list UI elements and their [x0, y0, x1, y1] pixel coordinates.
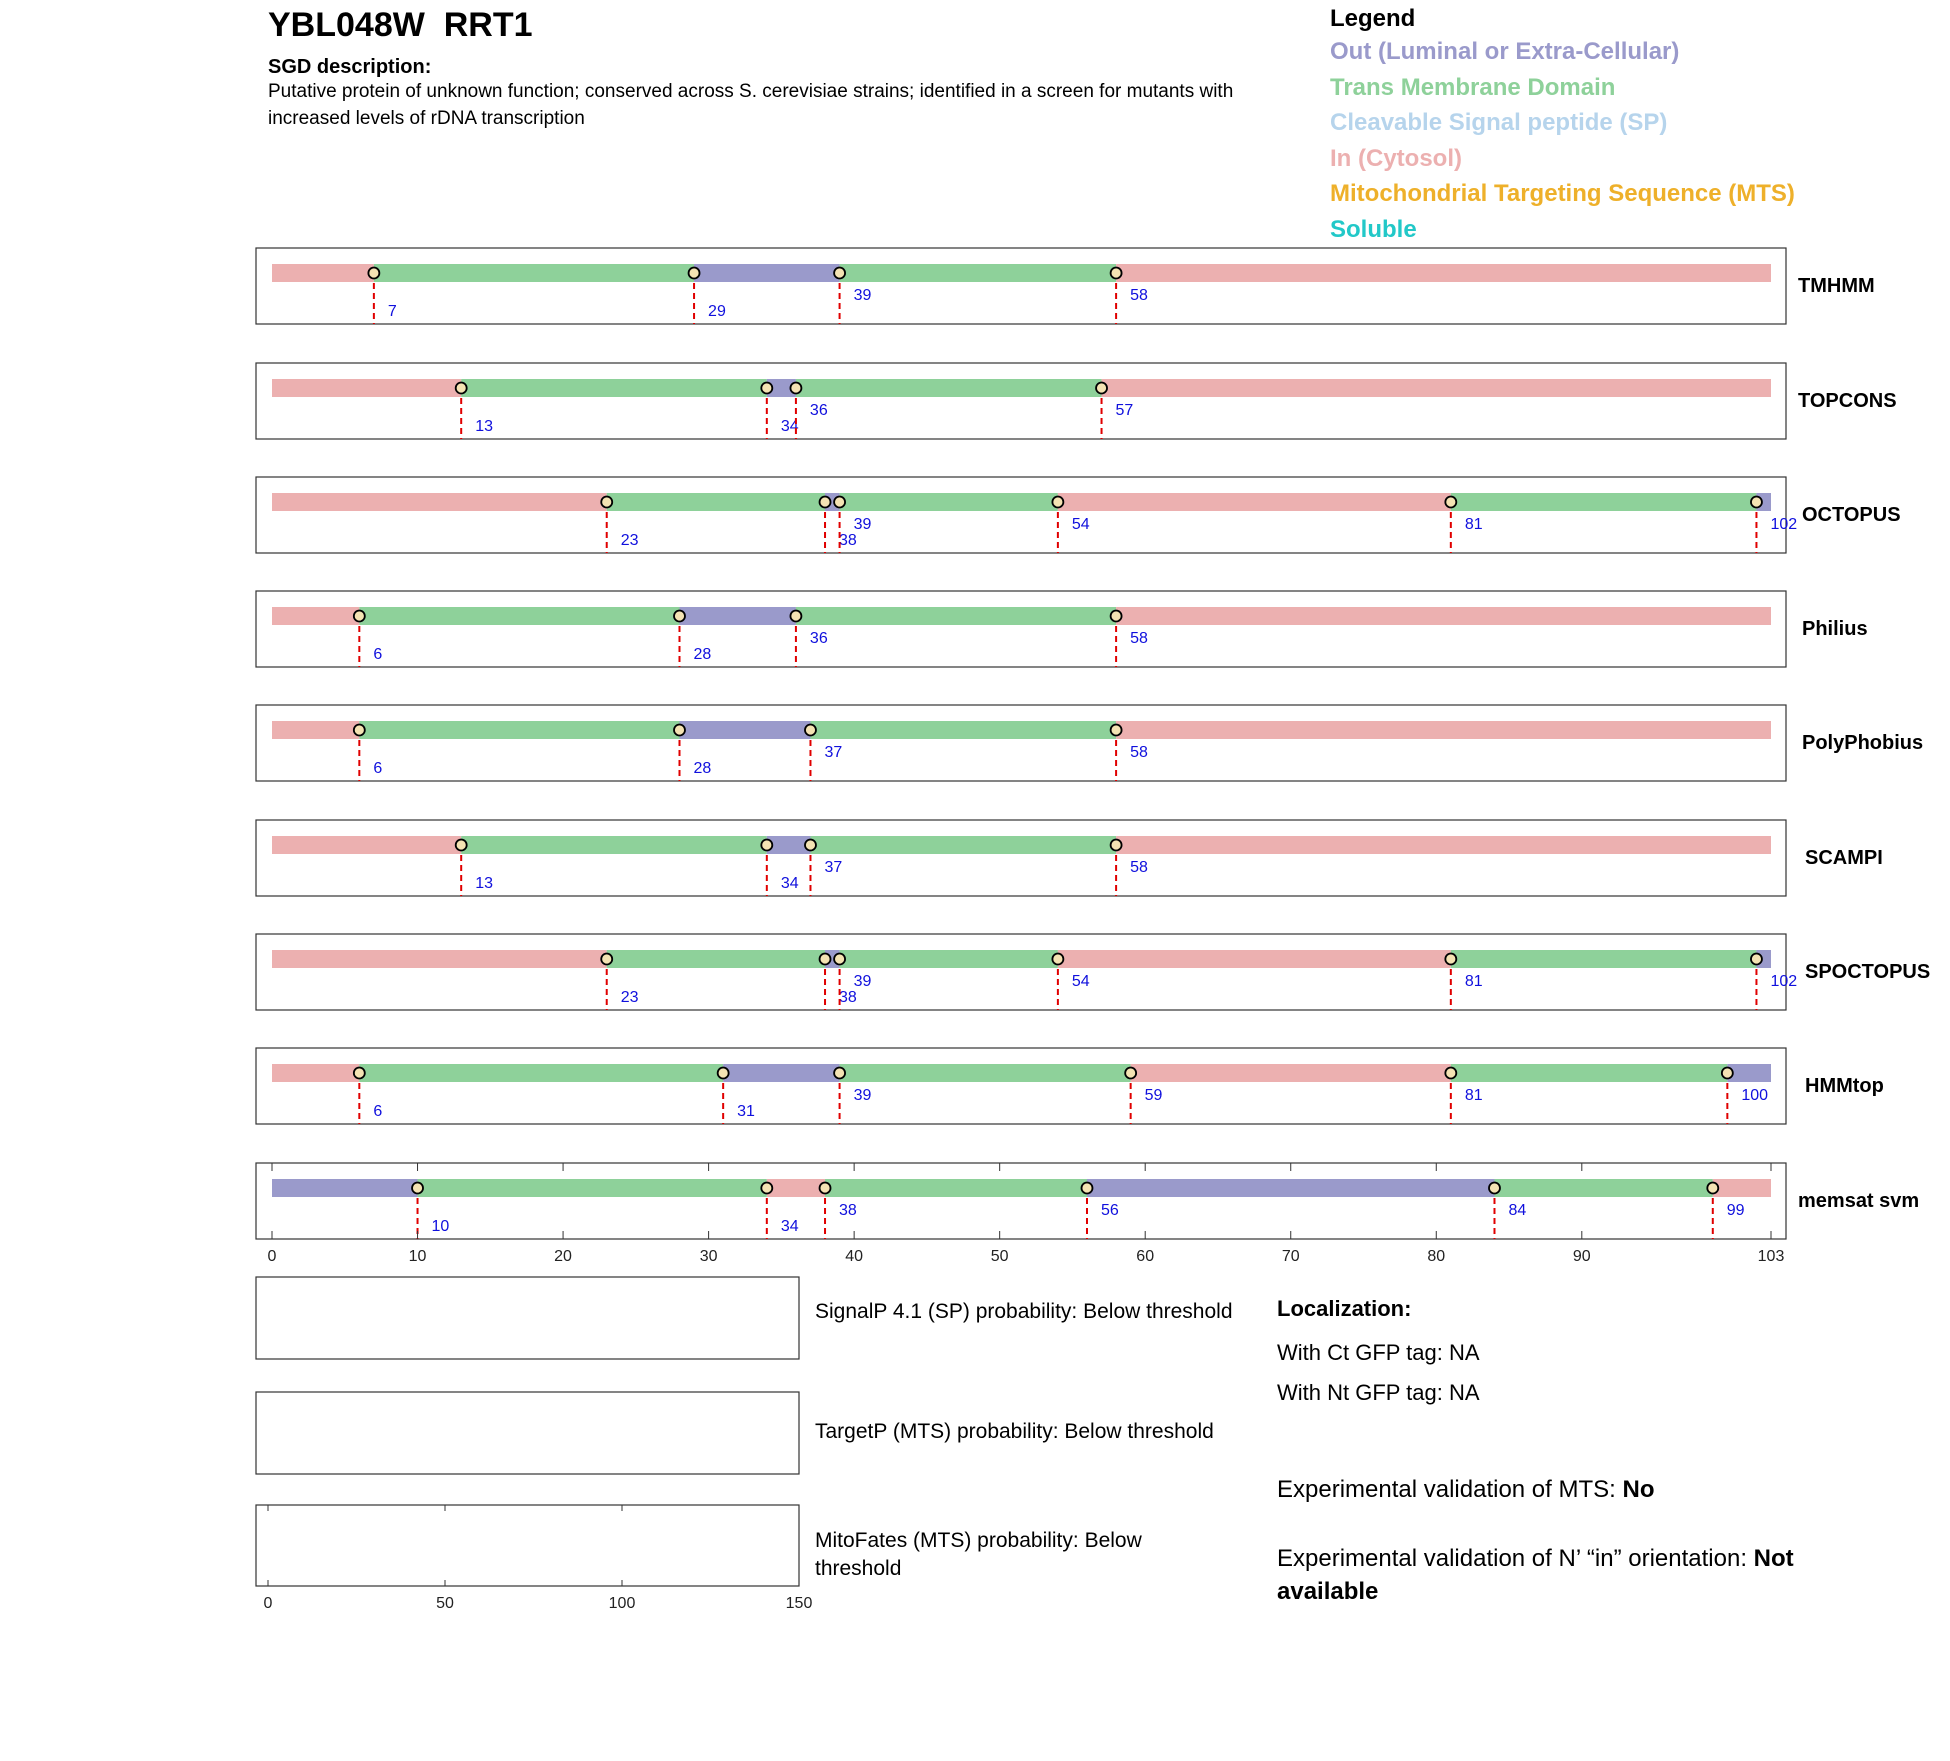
segment-tm: [825, 1179, 1087, 1197]
boundary-label: 57: [1115, 402, 1134, 419]
segment-in: [272, 836, 461, 854]
boundary-marker: [1751, 497, 1762, 508]
track-frame: [256, 934, 1786, 1010]
boundary-marker: [1707, 1183, 1718, 1194]
track-label: SPOCTOPUS: [1805, 961, 1931, 983]
prob-tick-label: 50: [436, 1595, 454, 1612]
track-octopus: [256, 477, 1901, 553]
segment-out: [272, 1179, 418, 1197]
gene-id: YBL048W: [268, 6, 425, 44]
boundary-label: 38: [839, 989, 857, 1006]
boundary-marker: [1052, 954, 1063, 965]
segment-in: [272, 1064, 359, 1082]
x-tick-label: 90: [1572, 1248, 1591, 1265]
segment-tm: [418, 1179, 767, 1197]
boundary-marker: [718, 1068, 729, 1079]
boundary-label: 23: [620, 989, 639, 1006]
boundary-label: 99: [1726, 1202, 1745, 1219]
boundary-marker: [1096, 383, 1107, 394]
boundary-marker: [354, 611, 365, 622]
boundary-label: 28: [693, 760, 712, 777]
boundary-marker: [1111, 840, 1122, 851]
segment-in: [1102, 379, 1771, 397]
segment-tm: [810, 721, 1116, 739]
boundary-marker: [354, 725, 365, 736]
track-label: Philius: [1802, 618, 1868, 640]
validation-mts-value: No: [1622, 1476, 1655, 1503]
boundary-marker: [1111, 725, 1122, 736]
probability-axis: [264, 1505, 813, 1612]
validation-orientation: [1277, 1542, 1794, 1608]
boundary-label: 7: [387, 303, 397, 320]
boundary-label: 36: [809, 402, 828, 419]
track-label: SCAMPI: [1805, 847, 1883, 869]
boundary-label: 34: [780, 875, 799, 892]
boundary-marker: [456, 383, 467, 394]
track-spoctopus: [256, 934, 1930, 1010]
segment-in: [1713, 1179, 1771, 1197]
track-frame: [256, 705, 1786, 781]
track-frame: [256, 591, 1786, 667]
boundary-marker: [834, 1068, 845, 1079]
segment-out: [1087, 1179, 1494, 1197]
track-topcons: [256, 363, 1897, 439]
boundary-marker: [1445, 1068, 1456, 1079]
segment-tm: [461, 379, 767, 397]
boundary-label: 58: [1130, 859, 1148, 876]
segment-tm: [359, 1064, 723, 1082]
x-tick-label: 0: [267, 1248, 277, 1265]
x-tick-label: 20: [554, 1248, 572, 1265]
x-tick-label: 10: [408, 1248, 427, 1265]
boundary-marker: [354, 1068, 365, 1079]
track-frame: [256, 1048, 1786, 1124]
segment-in: [1116, 607, 1771, 625]
mitofates-text: [815, 1527, 1142, 1583]
legend-item-out: Out (Luminal or Extra-Cellular): [1330, 38, 1680, 65]
segment-tm: [607, 493, 825, 511]
segment-in: [1058, 493, 1451, 511]
validation-orientation-label: Experimental validation of N’ “in” orientation:: [1277, 1545, 1754, 1572]
boundary-marker: [1052, 497, 1063, 508]
boundary-marker: [368, 268, 379, 279]
boundary-label: 28: [693, 646, 712, 663]
track-scampi: [256, 820, 1883, 896]
boundary-label: 6: [373, 760, 383, 777]
segment-tm: [810, 836, 1116, 854]
boundary-marker: [761, 383, 772, 394]
boundary-label: 10: [431, 1218, 450, 1235]
boundary-marker: [1125, 1068, 1136, 1079]
boundary-marker: [674, 611, 685, 622]
boundary-marker: [1445, 954, 1456, 965]
segment-in: [272, 950, 607, 968]
x-tick-label: 80: [1427, 1248, 1446, 1265]
boundary-label: 58: [1130, 287, 1148, 304]
legend-item-in: In (Cytosol): [1330, 144, 1462, 172]
boundary-label: 58: [1130, 744, 1148, 761]
boundary-label: 102: [1770, 516, 1798, 533]
gene-name: RRT1: [443, 6, 533, 44]
x-tick-label: 60: [1136, 1248, 1155, 1265]
boundary-marker: [601, 497, 612, 508]
segment-in: [272, 264, 374, 282]
segment-tm: [359, 721, 679, 739]
localization-ct: With Ct GFP tag: NA: [1277, 1340, 1480, 1365]
boundary-label: 13: [475, 418, 493, 435]
boundary-marker: [1081, 1183, 1092, 1194]
track-memsat-svm: [256, 1163, 1919, 1239]
segment-in: [767, 1179, 825, 1197]
track-frame: [256, 248, 1786, 324]
boundary-marker: [1111, 611, 1122, 622]
track-label: PolyPhobius: [1802, 732, 1924, 754]
track-philius: [256, 591, 1868, 667]
segment-out: [694, 264, 840, 282]
boundary-marker: [805, 840, 816, 851]
track-frame: [256, 1163, 1786, 1239]
boundary-label: 39: [853, 973, 872, 990]
segment-tm: [1451, 1064, 1728, 1082]
legend-title: Legend: [1330, 5, 1416, 32]
prob-tick-label: 100: [608, 1595, 636, 1612]
boundary-marker: [820, 497, 831, 508]
boundary-label: 39: [853, 287, 872, 304]
boundary-label: 54: [1071, 516, 1090, 533]
boundary-marker: [790, 383, 801, 394]
localization-title: Localization:: [1277, 1296, 1412, 1321]
x-tick-label: 30: [699, 1248, 718, 1265]
legend-item-tm: Trans Membrane Domain: [1330, 73, 1616, 101]
legend-item-sp: Cleavable Signal peptide (SP): [1330, 109, 1668, 136]
boundary-label: 81: [1464, 973, 1483, 990]
boundary-label: 102: [1770, 973, 1798, 990]
boundary-marker: [834, 497, 845, 508]
segment-in: [272, 607, 359, 625]
boundary-marker: [1751, 954, 1762, 965]
boundary-marker: [456, 840, 467, 851]
segment-out: [679, 607, 795, 625]
validation-mts: [1277, 1476, 1654, 1504]
boundary-marker: [1445, 497, 1456, 508]
boundary-marker: [689, 268, 700, 279]
prob-tick-label: 0: [263, 1595, 273, 1612]
boundary-marker: [412, 1183, 423, 1194]
boundary-marker: [1722, 1068, 1733, 1079]
segment-in: [1131, 1064, 1451, 1082]
segment-tm: [840, 950, 1058, 968]
segment-tm: [1494, 1179, 1712, 1197]
boundary-label: 38: [839, 1202, 857, 1219]
boundary-label: 13: [475, 875, 493, 892]
legend-item-mts: Mitochondrial Targeting Sequence (MTS): [1330, 180, 1795, 207]
boundary-label: 36: [809, 630, 828, 647]
segment-tm: [796, 379, 1102, 397]
segment-tm: [607, 950, 825, 968]
boundary-label: 38: [839, 532, 857, 549]
x-axis: [268, 1163, 1785, 1265]
boundary-marker: [1489, 1183, 1500, 1194]
segment-tm: [840, 493, 1058, 511]
segment-tm: [1451, 950, 1757, 968]
boundary-label: 39: [853, 1087, 872, 1104]
segment-tm: [461, 836, 767, 854]
boundary-label: 58: [1130, 630, 1148, 647]
boundary-marker: [790, 611, 801, 622]
segment-tm: [796, 607, 1116, 625]
prob-tick-label: 150: [785, 1595, 813, 1612]
segment-tm: [840, 1064, 1131, 1082]
track-label: memsat svm: [1798, 1190, 1920, 1212]
segment-in: [272, 721, 359, 739]
track-label: HMMtop: [1805, 1075, 1884, 1097]
boundary-label: 6: [373, 646, 383, 663]
boundary-marker: [834, 954, 845, 965]
track-label: TMHMM: [1798, 275, 1875, 297]
x-tick-label: 40: [845, 1248, 864, 1265]
x-tick-label: 50: [990, 1248, 1009, 1265]
segment-tm: [1451, 493, 1757, 511]
boundary-marker: [674, 725, 685, 736]
boundary-label: 31: [737, 1103, 755, 1120]
boundary-label: 29: [708, 303, 726, 320]
segment-in: [1116, 264, 1771, 282]
targetp-text: TargetP (MTS) probability: Below threshold: [815, 1420, 1214, 1443]
segment-in: [1116, 721, 1771, 739]
track-tmhmm: [256, 248, 1875, 324]
boundary-label: 81: [1464, 1087, 1483, 1104]
segment-tm: [840, 264, 1117, 282]
segment-in: [1116, 836, 1771, 854]
validation-orientation-value-1: Not: [1753, 1545, 1794, 1572]
boundary-marker: [761, 840, 772, 851]
track-hmmtop: [256, 1048, 1884, 1124]
segment-tm: [374, 264, 694, 282]
boundary-label: 6: [373, 1103, 383, 1120]
boundary-label: 84: [1508, 1202, 1527, 1219]
boundary-label: 100: [1741, 1087, 1769, 1104]
track-label: TOPCONS: [1798, 390, 1897, 412]
validation-orientation-value-2: available: [1277, 1578, 1379, 1605]
mitofates-line1: MitoFates (MTS) probability: Below: [815, 1529, 1142, 1552]
track-polyphobius: [256, 705, 1923, 781]
boundary-marker: [820, 1183, 831, 1194]
sgd-label: SGD description:: [268, 56, 432, 78]
segment-out: [679, 721, 810, 739]
x-tick-label: 70: [1281, 1248, 1300, 1265]
segment-in: [272, 493, 607, 511]
boundary-label: 23: [620, 532, 639, 549]
boundary-label: 37: [824, 859, 843, 876]
boundary-marker: [834, 268, 845, 279]
signalp-text: SignalP 4.1 (SP) probability: Below threshold: [815, 1300, 1233, 1323]
boundary-marker: [1111, 268, 1122, 279]
boundary-marker: [805, 725, 816, 736]
segment-out: [723, 1064, 839, 1082]
boundary-marker: [601, 954, 612, 965]
track-frame: [256, 477, 1786, 553]
mitofates-line2: threshold: [815, 1557, 902, 1580]
legend-item-soluble: Soluble: [1330, 215, 1417, 243]
validation-mts-label: Experimental validation of MTS:: [1277, 1476, 1623, 1503]
boundary-marker: [761, 1183, 772, 1194]
boundary-label: 39: [853, 516, 872, 533]
boundary-label: 54: [1071, 973, 1090, 990]
sgd-description: Putative protein of unknown function; conserved across S. cerevisiae strains; identified in a screen for mutants with increased levels of rDNA transcription: [268, 81, 1234, 129]
segment-in: [272, 379, 461, 397]
boundary-label: 81: [1464, 516, 1483, 533]
probability-box: [256, 1505, 799, 1586]
probability-box: [256, 1277, 799, 1359]
segment-out: [1727, 1064, 1771, 1082]
localization-nt: With Nt GFP tag: NA: [1277, 1380, 1480, 1405]
boundary-label: 34: [780, 418, 799, 435]
segment-out: [767, 836, 811, 854]
boundary-marker: [820, 954, 831, 965]
track-label: OCTOPUS: [1802, 504, 1901, 526]
probability-box: [256, 1392, 799, 1474]
boundary-label: 34: [780, 1218, 799, 1235]
boundary-label: 59: [1144, 1087, 1163, 1104]
boundary-label: 37: [824, 744, 843, 761]
x-tick-label: 103: [1757, 1248, 1785, 1265]
boundary-label: 56: [1100, 1202, 1119, 1219]
segment-tm: [359, 607, 679, 625]
segment-in: [1058, 950, 1451, 968]
